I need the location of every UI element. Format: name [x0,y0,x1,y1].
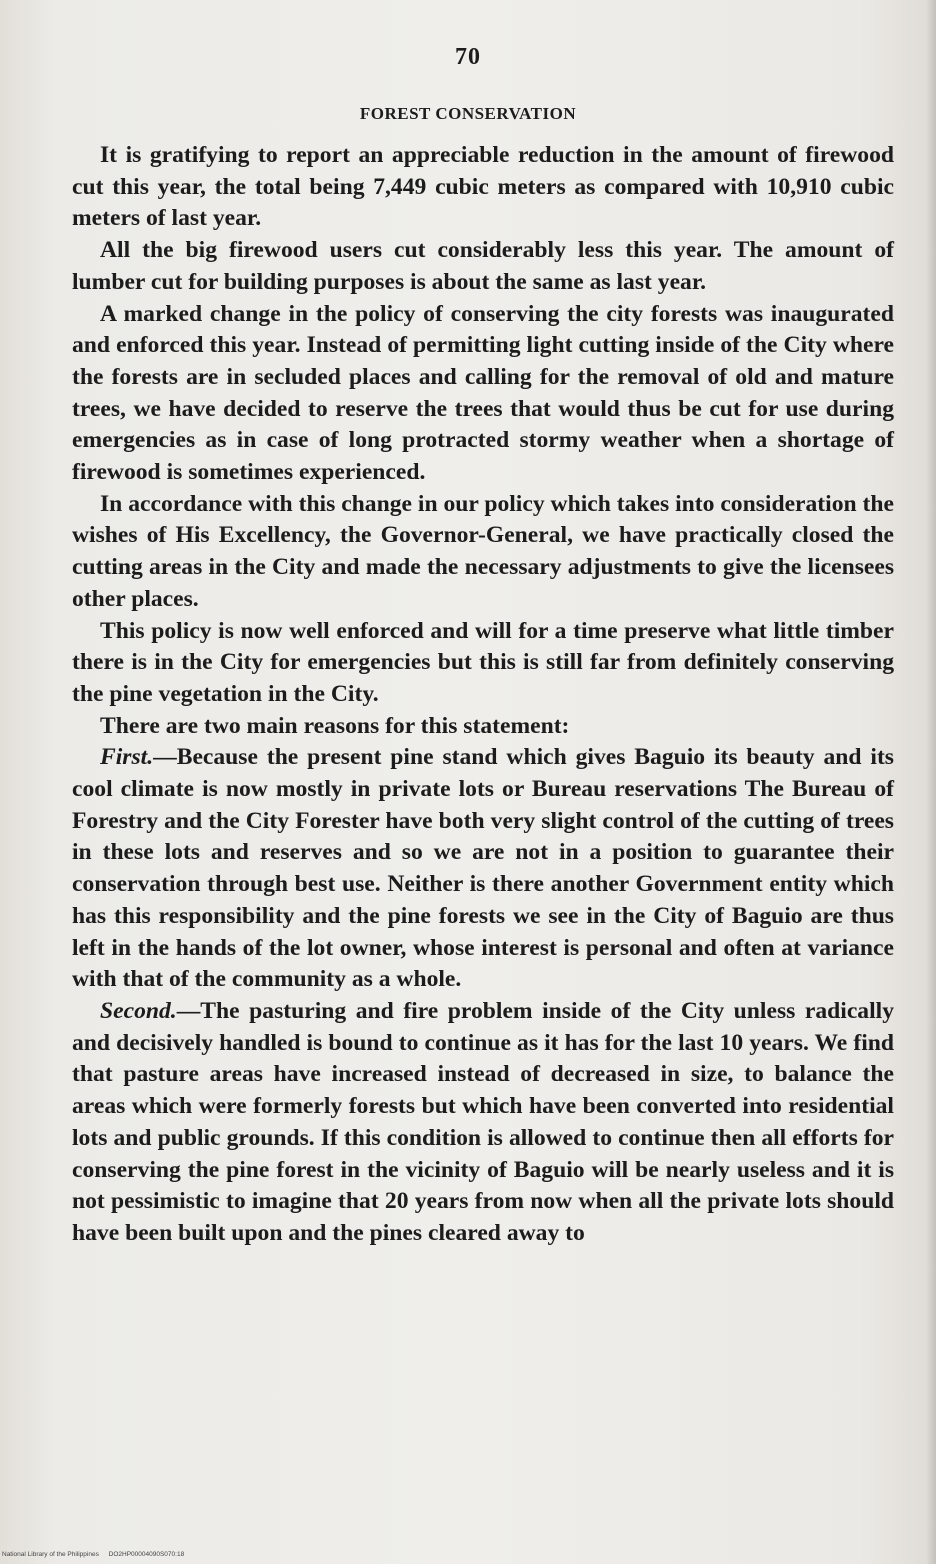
paragraph: There are two main reasons for this statement: [100,712,570,739]
paragraph-body: —The pasturing and fire problem inside of the City unless radically and decisively handled is bound to continue as it has for the last 10 years. We find that pasture areas have increased instead of decreased in size, to balance the areas which were formerly forests but which have been converted into residential lots and public grounds. If this condition is allowed to continue then all efforts for conserving the pine forest in the vicinity of Baguio will be nearly useless and it is not pessimistic to imagine that 20 years from now when all the private lots should have been built upon and the pines cleared away to [72,997,894,1246]
paragraph: All the big firewood users cut considerably less this year. The amount of lumber cut for building purposes is about the same as last year. [72,237,894,295]
page-number: 70 [455,44,481,70]
paragraph-first-reason [72,742,894,996]
page-edge-shadow [926,0,936,1564]
footer-credit [2,1551,192,1558]
paragraph: It is gratifying to report an appreciable reduction in the amount of firewood cut this year, the total being 7,449 cubic meters as compared with 10,910 cubic meters of last year. [72,142,894,232]
paragraph-body: —Because the present pine stand which gives Baguio its beauty and its cool climate is now mostly in private lots or Bureau reservations The Bureau of Forestry and the City Forester have both very slight control of the cutting of trees in these lots and reserves and so we are not in a position to guarantee their conservation through best use. Neither is there another Government entity which has this responsibility and the pine forests we see in the City of Baguio are thus left in the hands of the lot owner, whose interest is personal and often at variance with that of the community as a whole. [72,744,894,993]
paragraph-lead: Second. [100,997,177,1024]
paragraph: A marked change in the policy of conserving the city forests was inaugurated and enforced this year. Instead of permitting light cutting inside of the City where the forests are in secluded places and calling for the removal of old and mature trees, we have decided to reserve the trees that would thus be cut for use during emergencies as in case of long protracted stormy weather when a shortage of firewood is sometimes experienced. [72,300,894,486]
paragraph-second-reason [72,996,894,1250]
paragraph-lead: First. [100,744,154,771]
footer-item-id: DO2HP00004090S070:18 [108,1551,185,1558]
paragraph: In accordance with this change in our policy which takes into consideration the wishes of His Excellency, the Governor-General, we have practically closed the cutting areas in the City and made the necessary adjustments to give the licensees other places. [72,490,894,612]
section-title: FOREST CONSERVATION [359,104,577,123]
body-text [72,140,894,1250]
paragraph: This policy is now well enforced and will for a time preserve what little timber there is in the City for emergencies but this is still far from definitely conserving the pine vegetation in the City. [72,617,894,707]
footer-library: National Library of the Philippines [2,1551,99,1558]
